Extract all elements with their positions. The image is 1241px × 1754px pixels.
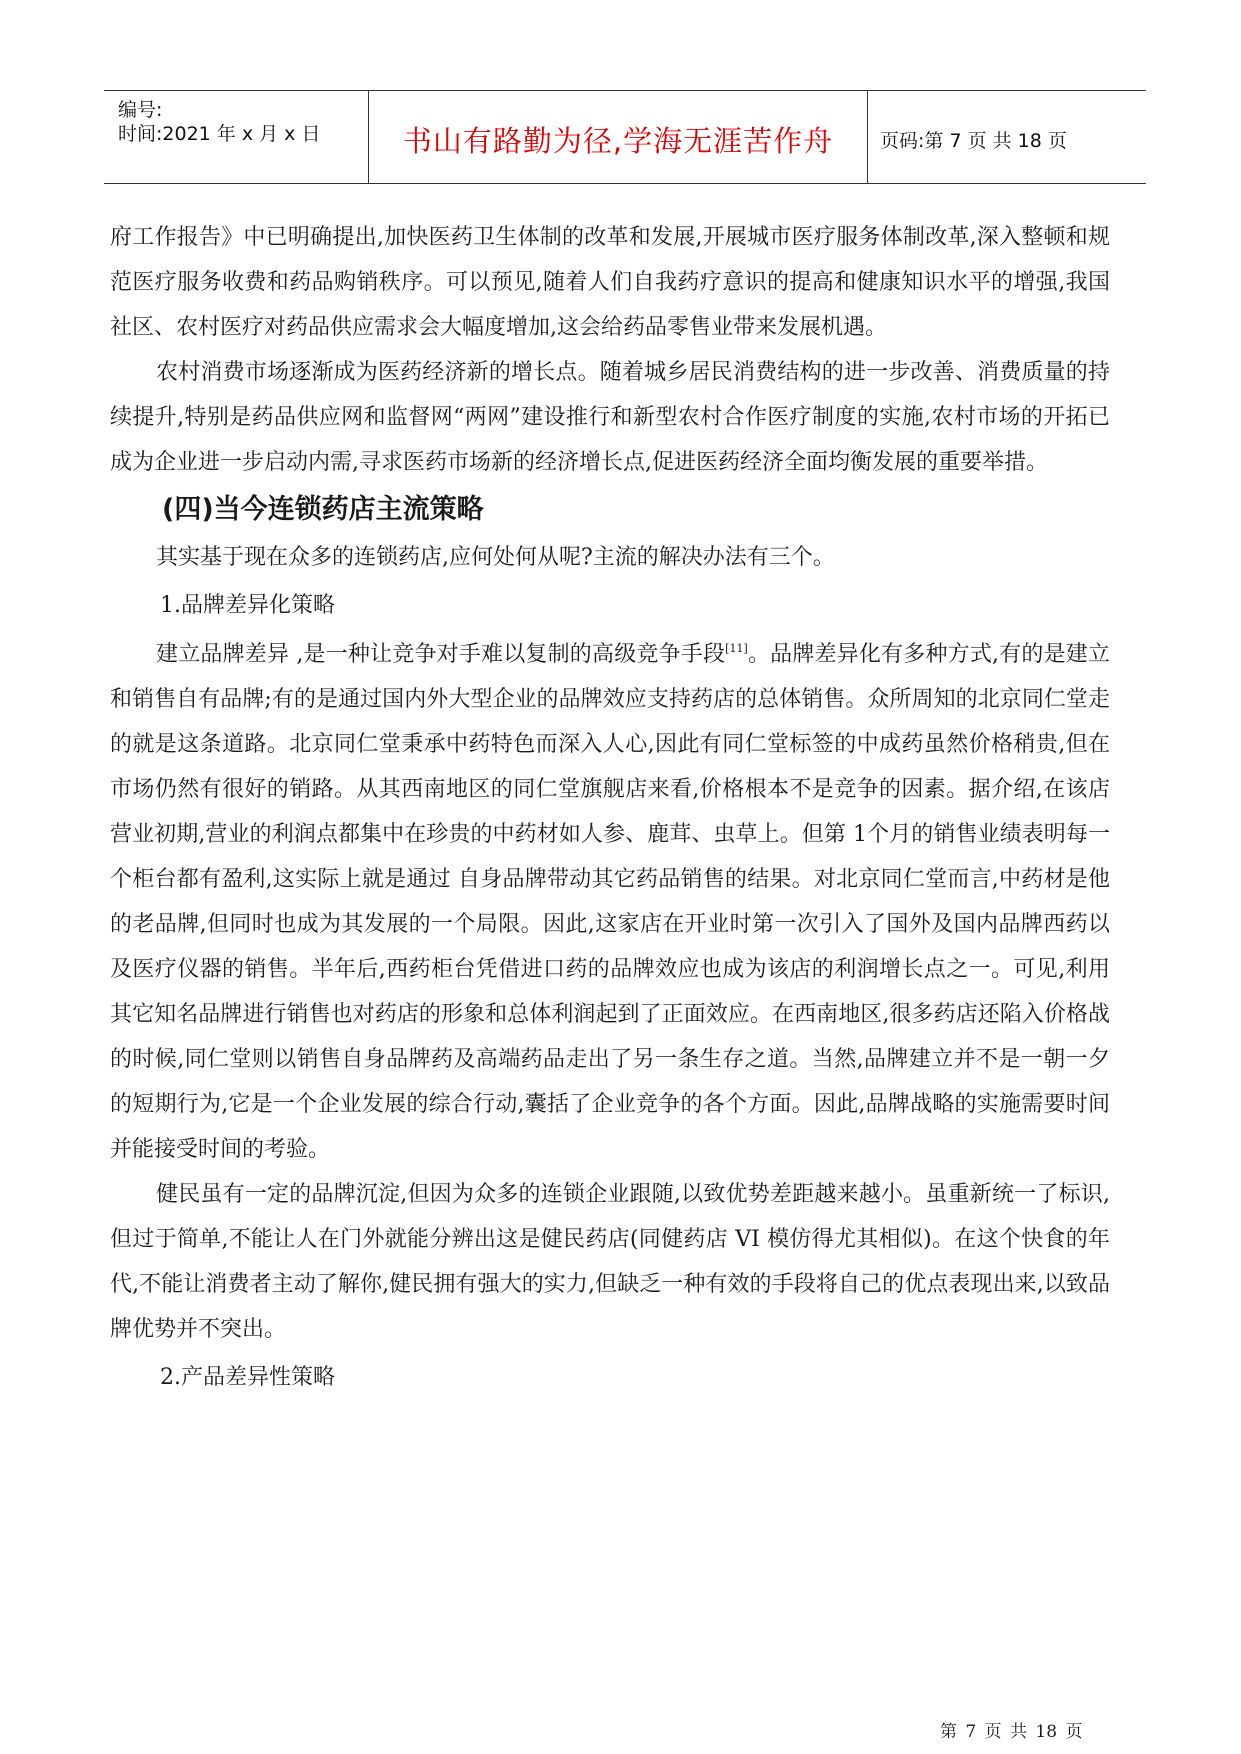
page-header — [104, 90, 1146, 184]
paragraph-intro-strategies: 其实基于现在众多的连锁药店,应何处何从呢?主流的解决办法有三个。 — [156, 545, 835, 570]
paragraph-jianmin: 健民虽有一定的品牌沉淀,但因为众多的连锁企业跟随,以致优势差距越来越小。虽重新统一了标识,但过于简单,不能让人在门外就能分辨出这是健民药店(同健药店 VI 模仿得尤其相似)。在这个快食的年代,不能让消费者主动了解你,健民拥有强大的实力,但缺乏一种有效的手段将自己的优点表现出来,以致品牌优势并不突出。 — [110, 1182, 1110, 1342]
document-time-label: 时间:2021 年 x 月 x 日 — [118, 123, 321, 145]
header-motto: 书山有路勤为径,学海无涯苦作舟 — [402, 124, 834, 158]
page-footer: 第 7 页 共 18 页 — [940, 1722, 1083, 1742]
section-heading-strategies: (四)当今连锁药店主流策略 — [162, 494, 484, 525]
document-number-label: 编号: — [118, 99, 163, 121]
paragraph-brand-text-after: 。品牌差异化有多种方式,有的是建立和销售自有品牌;有的是通过国内外大型企业的品牌效应支持药店的总体销售。众所周知的北京同仁堂走的就是这条道路。北京同仁堂秉承中药特色而深入人心,因此有同仁堂标签的中成药虽然价格稍贵,但在市场仍然有很好的销路。从其西南地区的同仁堂旗舰店来看,价格根本不是竞争的因素。据介绍,在该店营业初期,营业的利润点都集中在珍贵的中药材如人参、鹿茸、虫草上。但第 1个月的销售业绩表明每一个柜台都有盈利,这实际上就是通过 自身品牌带动其它药品销售的结果。对北京同仁堂而言,中药材是他的老品牌,但同时也成为其发展的一个局限。因此,这家店在开业时第一次引入了国外及国内品牌西药以及医疗仪器的销售。半年后,西药柜台凭借进口药的品牌效应也成为该店的利润增长点之一。可见,利用其它知名品牌进行销售也对药店的形象和总体利润起到了正面效应。在西南地区,很多药店还陷入价格战的时候,同仁堂则以销售自身品牌药及高端药品走出了另一条生存之道。当然,品牌建立并不是一朝一夕的短期行为,它是一个企业发展的综合行动,囊括了企业竞争的各个方面。因此,品牌战略的实施需要时间并能接受时间的考验。 — [110, 642, 1110, 1162]
header-page-code: 页码:第 7 页 共 18 页 — [880, 130, 1067, 152]
header-meta-cell — [104, 91, 369, 183]
paragraph-brand-differentiation — [110, 632, 1110, 1172]
list-item-product-strategy: 2.产品差异性策略 — [160, 1365, 335, 1390]
paragraph-brand-text-before: 建立品牌差异 ,是一种让竞争对手难以复制的高级竞争手段 — [156, 642, 726, 667]
citation-reference: [11] — [725, 642, 748, 655]
header-motto-cell — [369, 91, 868, 183]
paragraph-rural-market: 农村消费市场逐渐成为医药经济新的增长点。随着城乡居民消费结构的进一步改善、消费质量的持续提升,特别是药品供应网和监督网“两网”建设推行和新型农村合作医疗制度的实施,农村市场的开拓已成为企业进一步启动内需,寻求医药市场新的经济增长点,促进医药经济全面均衡发展的重要举措。 — [110, 360, 1110, 475]
document-body — [110, 215, 1110, 1404]
paragraph-gov-report: 府工作报告》中已明确提出,加快医药卫生体制的改革和发展,开展城市医疗服务体制改革,深入整顿和规范医疗服务收费和药品购销秩序。可以预见,随着人们自我药疗意识的提高和健康知识水平的增强,我国社区、农村医疗对药品供应需求会大幅度增加,这会给药品零售业带来发展机遇。 — [110, 225, 1110, 340]
list-item-brand-strategy: 1.品牌差异化策略 — [160, 593, 335, 618]
header-page-cell — [868, 91, 1146, 183]
